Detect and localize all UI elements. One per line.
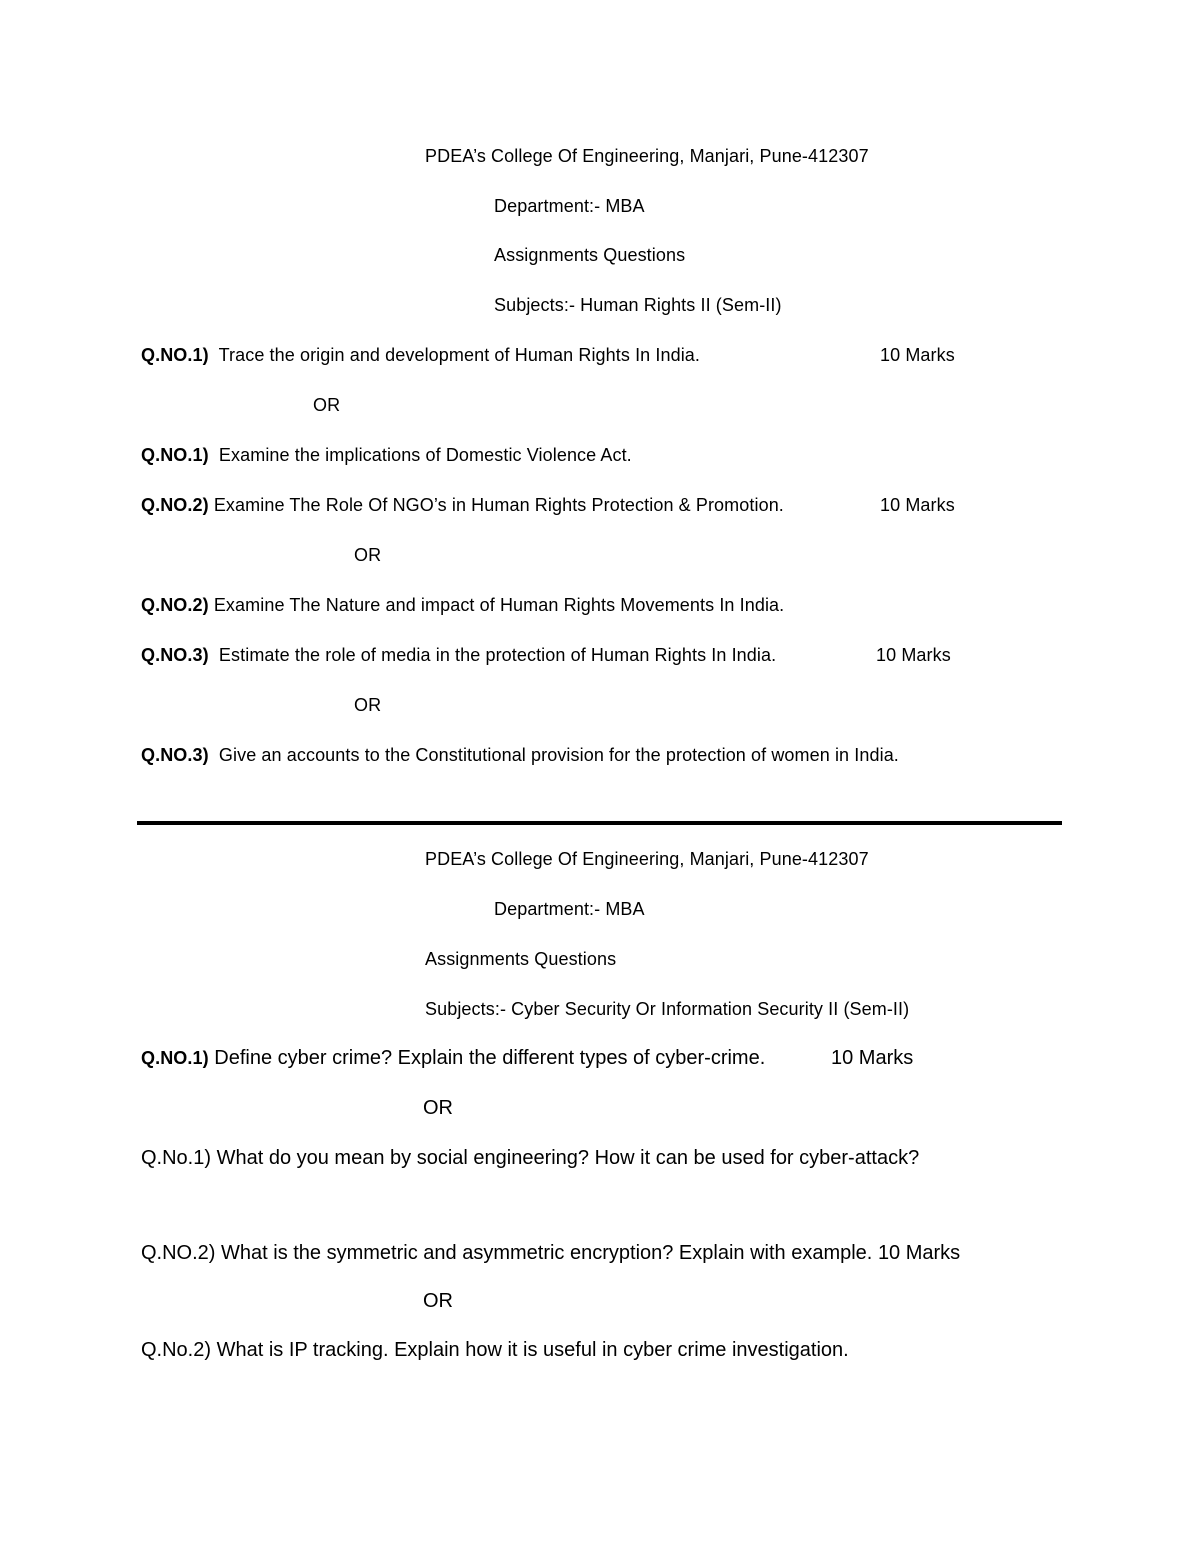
question-number: Q.No.2) xyxy=(141,1339,212,1361)
question-text: Trace the origin and development of Human Rights In India. xyxy=(218,345,701,365)
department: Department:- MBA xyxy=(494,196,645,216)
question-number: Q.NO.3) xyxy=(141,645,209,665)
question xyxy=(141,1243,960,1263)
question-text: Give an accounts to the Constitutional provision for the protection of women in India. xyxy=(218,745,899,765)
question-number: Q.NO.1) xyxy=(141,1048,209,1068)
question xyxy=(141,1048,765,1068)
question-number: Q.NO.2) xyxy=(141,1242,216,1264)
question xyxy=(141,646,776,664)
question xyxy=(141,496,784,514)
college-name: PDEA’s College Of Engineering, Manjari, Pune-412307 xyxy=(425,146,869,166)
section-divider xyxy=(137,821,1062,825)
question xyxy=(141,1340,849,1360)
marks: 10 Marks xyxy=(877,1242,961,1264)
marks: 10 Marks xyxy=(876,645,951,665)
question-number: Q.NO.1) xyxy=(141,445,209,465)
department: Department:- MBA xyxy=(494,899,645,919)
college-name: PDEA’s College Of Engineering, Manjari, Pune-412307 xyxy=(425,849,869,869)
question-number: Q.NO.2) xyxy=(141,595,209,615)
question-number: Q.NO.2) xyxy=(141,495,209,515)
or-separator: OR xyxy=(354,695,382,715)
or-separator: OR xyxy=(354,545,382,565)
subject-line: Subjects:- Human Rights II (Sem-II) xyxy=(494,295,782,315)
marks: 10 Marks xyxy=(880,345,955,365)
or-separator: OR xyxy=(423,1097,453,1119)
or-separator: OR xyxy=(423,1290,453,1312)
question-text: Examine the implications of Domestic Violence Act. xyxy=(218,445,632,465)
question xyxy=(141,346,700,364)
question-text: What is the symmetric and asymmetric encryption? Explain with example. xyxy=(221,1242,873,1264)
question-text: Estimate the role of media in the protection of Human Rights In India. xyxy=(218,645,777,665)
question-text: What do you mean by social engineering? How it can be used for cyber-attack? xyxy=(216,1147,920,1169)
marks: 10 Marks xyxy=(880,495,955,515)
question xyxy=(141,446,632,464)
question-number: Q.No.1) xyxy=(141,1147,212,1169)
question-text: Examine The Nature and impact of Human Rights Movements In India. xyxy=(213,595,785,615)
question-text: Examine The Role Of NGO’s in Human Rights Protection & Promotion. xyxy=(213,495,784,515)
question xyxy=(141,596,784,614)
question xyxy=(141,746,899,764)
question-number: Q.NO.3) xyxy=(141,745,209,765)
assignment-title: Assignments Questions xyxy=(425,949,617,969)
question xyxy=(141,1148,919,1168)
question-number: Q.NO.1) xyxy=(141,345,209,365)
question-text: Define cyber crime? Explain the different types of cyber-crime. xyxy=(214,1047,766,1069)
or-separator: OR xyxy=(313,395,341,415)
assignment-title: Assignments Questions xyxy=(494,245,686,265)
question-text: What is IP tracking. Explain how it is useful in cyber crime investigation. xyxy=(216,1339,849,1361)
subject-line: Subjects:- Cyber Security Or Information Security II (Sem-II) xyxy=(425,999,910,1019)
marks: 10 Marks xyxy=(831,1047,914,1069)
